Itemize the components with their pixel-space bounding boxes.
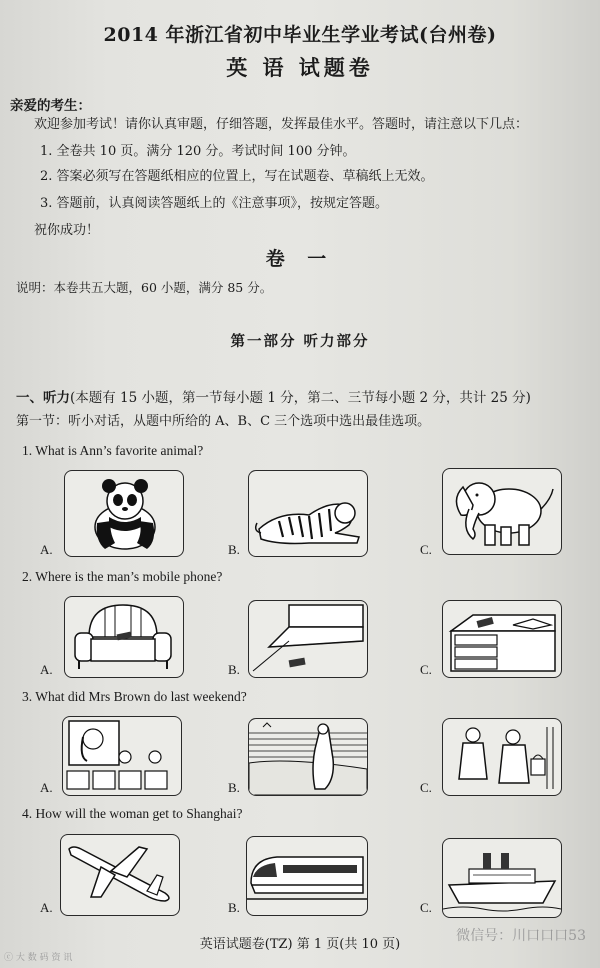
q2-option-b[interactable] — [248, 600, 368, 678]
intro-text: 欢迎参加考试！请你认真审题，仔细答题，发挥最佳水平。答题时，请注意以下几点： — [34, 117, 529, 132]
q2-option-c-label: C. — [420, 662, 432, 677]
q1-option-c-label: C. — [420, 542, 432, 557]
q3-option-c-label: C. — [420, 780, 432, 795]
q3-option-b[interactable] — [248, 718, 368, 796]
q4-option-c-label: C. — [420, 900, 432, 915]
question-1: 1. What is Ann’s favorite animal? — [22, 443, 204, 458]
ship-icon — [443, 839, 561, 917]
corner-watermark: ⓒ 大 数 码 资 讯 — [4, 953, 73, 963]
q1-option-a[interactable] — [64, 470, 184, 557]
question-4: 4. How will the woman get to Shanghai? — [22, 806, 243, 821]
wish-text: 祝你成功！ — [34, 223, 100, 238]
q4-option-c[interactable] — [442, 838, 562, 918]
tiger-icon — [249, 471, 367, 556]
exam-title: 2014 年浙江省初中毕业生学业考试(台州卷) — [103, 24, 497, 46]
desk-icon — [443, 601, 561, 677]
train-icon — [247, 837, 367, 915]
listening-desc: (本题有 15 小题，第一节每小题 1 分，第二、三节每小题 2 分，共计 25 分) — [70, 390, 531, 406]
panda-icon — [65, 471, 183, 556]
q2-option-b-label: B. — [228, 662, 240, 677]
exam-subtitle: 英 语 试题卷 — [226, 55, 374, 80]
q1-option-b[interactable] — [248, 470, 368, 557]
shopping-icon — [443, 719, 561, 795]
q1-option-b-label: B. — [228, 542, 240, 557]
cinema-icon — [63, 717, 181, 795]
greeting: 亲爱的考生： — [10, 98, 91, 114]
question-3: 3. What did Mrs Brown do last weekend? — [22, 689, 247, 704]
part-title: 第一部分 听力部分 — [230, 333, 370, 350]
q4-option-b-label: B. — [228, 900, 240, 915]
watermark: 微信号：川口口口53 — [456, 928, 586, 944]
page-footer: 英语试题卷(TZ) 第 1 页(共 10 页) — [199, 937, 401, 952]
section-title: 卷 一 — [265, 248, 335, 270]
listening-number: 一、听力 — [16, 390, 70, 406]
q3-option-c[interactable] — [442, 718, 562, 796]
q4-option-a[interactable] — [60, 834, 180, 916]
rule-3: 3. 答题前，认真阅读答题纸上的《注意事项》，按规定答题。 — [40, 196, 389, 211]
subsection-instruction: 第一节：听小对话，从题中所给的 A、B、C 三个选项中选出最佳选项。 — [16, 414, 431, 429]
listening-heading — [16, 386, 531, 406]
q3-option-a-label: A. — [40, 780, 53, 795]
bed-icon — [249, 601, 367, 677]
plane-icon — [61, 835, 179, 915]
sofa-icon — [65, 597, 183, 677]
elephant-icon — [443, 469, 561, 554]
beach-icon — [249, 719, 367, 795]
q4-option-a-label: A. — [40, 900, 53, 915]
q3-option-a[interactable] — [62, 716, 182, 796]
q2-option-a[interactable] — [64, 596, 184, 678]
rule-1: 1. 全卷共 10 页。满分 120 分。考试时间 100 分钟。 — [40, 144, 356, 159]
q4-option-b[interactable] — [246, 836, 368, 916]
q3-option-b-label: B. — [228, 780, 240, 795]
rule-2: 2. 答案必须写在答题纸相应的位置上，写在试题卷、草稿纸上无效。 — [40, 169, 434, 184]
q1-option-a-label: A. — [40, 542, 53, 557]
q2-option-c[interactable] — [442, 600, 562, 678]
q1-option-c[interactable] — [442, 468, 562, 555]
section-note: 说明：本卷共五大题，60 小题，满分 85 分。 — [16, 280, 273, 295]
q2-option-a-label: A. — [40, 662, 53, 677]
question-2: 2. Where is the man’s mobile phone? — [22, 569, 223, 584]
